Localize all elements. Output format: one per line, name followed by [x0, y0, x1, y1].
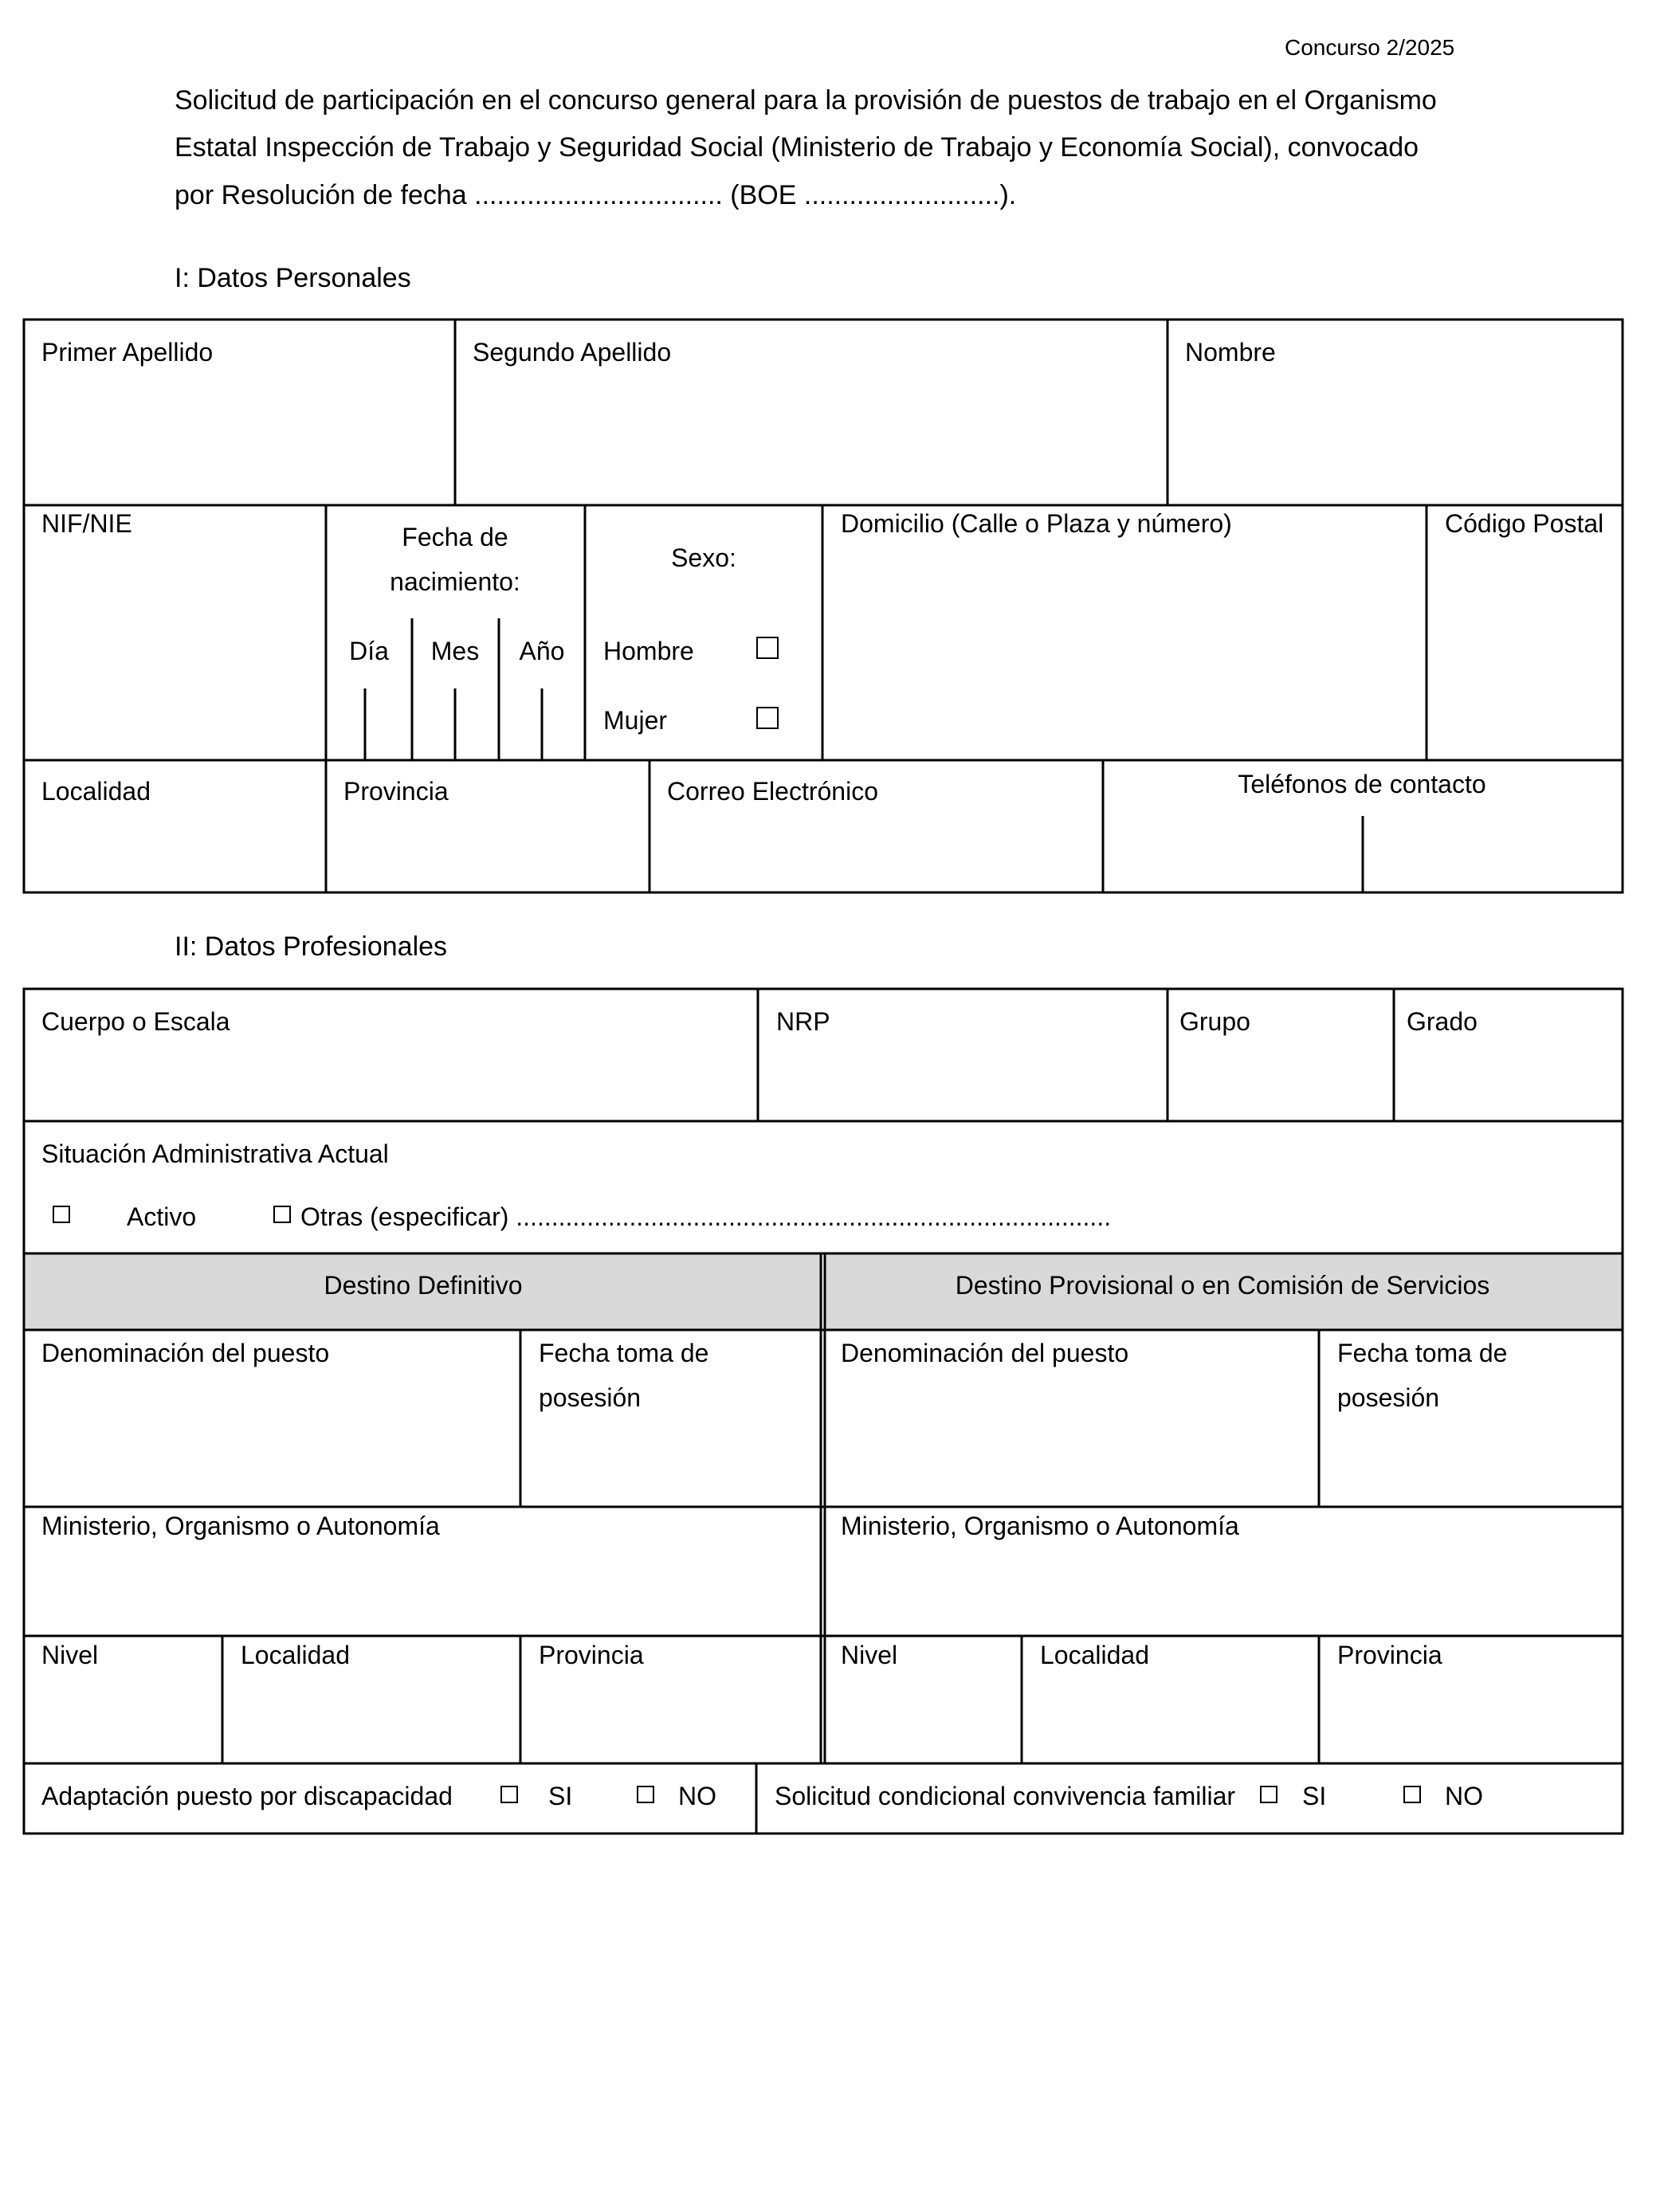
label-localidad: Localidad [41, 777, 151, 806]
label-grupo: Grupo [1179, 1007, 1250, 1036]
localidad-def-field[interactable] [224, 1673, 519, 1760]
label-fecha-toma-def-1: Fecha toma de [539, 1339, 709, 1367]
label-denominacion-prov: Denominación del puesto [841, 1339, 1129, 1367]
denominacion-def-field[interactable] [26, 1371, 519, 1504]
label-adaptacion-si: SI [548, 1782, 573, 1810]
primer-apellido-field[interactable] [26, 375, 453, 502]
label-segundo-apellido: Segundo Apellido [473, 338, 672, 367]
label-cuerpo: Cuerpo o Escala [41, 1007, 230, 1036]
label-primer-apellido: Primer Apellido [41, 338, 214, 367]
segundo-apellido-field[interactable] [457, 375, 1166, 502]
label-sexo: Sexo: [671, 543, 736, 572]
grupo-field[interactable] [1169, 1040, 1392, 1118]
grado-field[interactable] [1395, 1040, 1621, 1118]
label-provincia-def: Provincia [539, 1641, 644, 1669]
header-destino-provisional: Destino Provisional o en Comisión de Servicios [955, 1271, 1490, 1300]
correo-field[interactable] [651, 809, 1101, 888]
label-denominacion-def: Denominación del puesto [41, 1339, 330, 1367]
nombre-field[interactable] [1169, 375, 1621, 502]
label-nrp: NRP [776, 1007, 830, 1036]
provincia-prov-field[interactable] [1321, 1673, 1621, 1760]
label-provincia: Provincia [343, 777, 449, 806]
otras-checkbox[interactable] [273, 1206, 291, 1223]
label-nombre: Nombre [1185, 338, 1276, 367]
ministerio-prov-field[interactable] [826, 1543, 1621, 1634]
localidad-prov-field[interactable] [1023, 1673, 1317, 1760]
adaptacion-si-checkbox[interactable] [500, 1786, 518, 1803]
telefono-1-field[interactable] [1105, 818, 1361, 891]
intro-line-1: Solicitud de participación en el concurso general para la provisión de puestos de trabajo en el Organismo [175, 85, 1437, 116]
label-fecha-nac-1: Fecha de [402, 523, 508, 551]
label-adaptacion: Adaptación puesto por discapacidad [41, 1782, 453, 1810]
label-otras: Otras (especificar) .................................................................................... [300, 1202, 1112, 1231]
label-telefonos: Teléfonos de contacto [1238, 770, 1486, 798]
label-localidad-prov: Localidad [1040, 1641, 1149, 1669]
mujer-checkbox[interactable] [756, 707, 779, 729]
label-fecha-toma-prov-1: Fecha toma de [1337, 1339, 1508, 1367]
label-condicional-si: SI [1302, 1782, 1327, 1810]
label-condicional: Solicitud condicional convivencia familiar [775, 1782, 1236, 1810]
label-ministerio-def: Ministerio, Organismo o Autonomía [41, 1512, 440, 1540]
label-anio: Año [519, 637, 565, 665]
label-dia: Día [349, 637, 389, 665]
ministerio-def-field[interactable] [26, 1543, 819, 1634]
label-activo: Activo [127, 1202, 197, 1231]
cuerpo-field[interactable] [26, 1040, 756, 1118]
denominacion-prov-field[interactable] [826, 1371, 1317, 1504]
activo-checkbox[interactable] [53, 1206, 70, 1223]
label-grado: Grado [1407, 1007, 1478, 1036]
provincia-field[interactable] [328, 809, 648, 888]
nrp-field[interactable] [759, 1040, 1166, 1118]
fecha-toma-def-field[interactable] [522, 1418, 819, 1504]
label-adaptacion-no: NO [678, 1782, 716, 1810]
intro-line-3: por Resolución de fecha ................................. (BOE ..........................). [175, 180, 1017, 210]
nivel-prov-field[interactable] [826, 1673, 1020, 1760]
label-provincia-prov: Provincia [1337, 1641, 1442, 1669]
label-nivel-prov: Nivel [841, 1641, 898, 1669]
fecha-toma-prov-field[interactable] [1321, 1418, 1621, 1504]
fecha-nacimiento-field[interactable] [328, 690, 583, 758]
adaptacion-no-checkbox[interactable] [637, 1786, 654, 1803]
section-professional-title: II: Datos Profesionales [175, 931, 448, 962]
label-codigo-postal: Código Postal [1445, 509, 1604, 538]
contest-number: Concurso 2/2025 [1285, 35, 1455, 60]
hombre-checkbox[interactable] [756, 637, 779, 659]
label-hombre: Hombre [603, 637, 694, 665]
label-mujer: Mujer [603, 706, 668, 735]
section-personal-title: I: Datos Personales [175, 263, 411, 293]
label-domicilio: Domicilio (Calle o Plaza y número) [841, 509, 1232, 538]
localidad-field[interactable] [26, 809, 324, 888]
label-fecha-toma-prov-2: posesión [1337, 1383, 1440, 1412]
condicional-si-checkbox[interactable] [1260, 1786, 1277, 1803]
nif-field[interactable] [26, 542, 324, 757]
label-fecha-nac-2: nacimiento: [390, 567, 520, 596]
label-correo: Correo Electrónico [667, 777, 878, 806]
label-mes: Mes [430, 637, 480, 665]
label-condicional-no: NO [1445, 1782, 1483, 1810]
label-nif: NIF/NIE [41, 509, 132, 538]
telefono-2-field[interactable] [1364, 818, 1621, 891]
label-localidad-def: Localidad [241, 1641, 350, 1669]
condicional-no-checkbox[interactable] [1403, 1786, 1421, 1803]
label-nivel-def: Nivel [41, 1641, 99, 1669]
label-situacion: Situación Administrativa Actual [41, 1139, 389, 1168]
label-ministerio-prov: Ministerio, Organismo o Autonomía [841, 1512, 1239, 1540]
domicilio-field[interactable] [824, 542, 1425, 757]
codigo-postal-field[interactable] [1428, 542, 1621, 757]
header-destino-definitivo: Destino Definitivo [324, 1271, 523, 1300]
intro-line-2: Estatal Inspección de Trabajo y Seguridad Social (Ministerio de Trabajo y Economía Social), convocado [175, 132, 1419, 163]
label-fecha-toma-def-2: posesión [539, 1383, 642, 1412]
nivel-def-field[interactable] [26, 1673, 221, 1760]
provincia-def-field[interactable] [522, 1673, 819, 1760]
